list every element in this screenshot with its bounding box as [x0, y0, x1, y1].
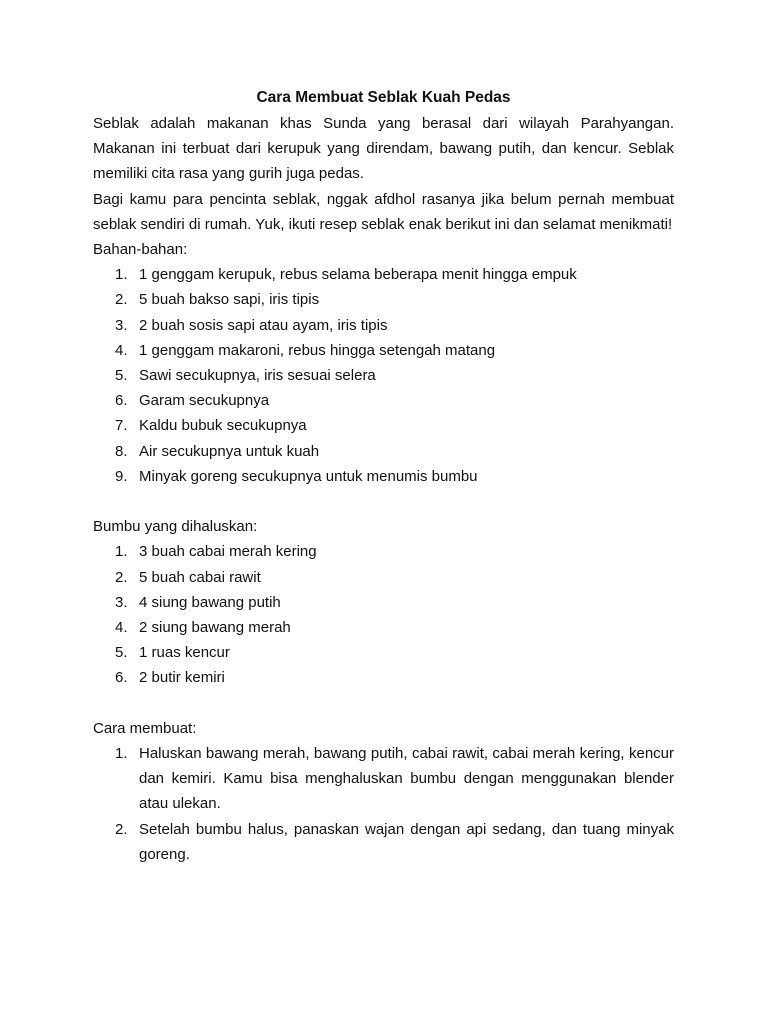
list-item-text: 1 genggam kerupuk, rebus selama beberapa menit hingga empuk	[139, 266, 577, 284]
intro-paragraph: Bagi kamu para pencinta seblak, nggak afdhol rasanya jika belum pernah membuat seblak sendiri di rumah. Yuk, ikuti resep seblak enak berikut ini dan selamat menikmati!	[93, 190, 674, 233]
list-item	[93, 287, 674, 312]
list-item	[93, 464, 674, 489]
list-number: 9.	[115, 467, 128, 485]
list-item-text: Garam secukupnya	[139, 392, 270, 410]
list-item-text: 1 genggam makaroni, rebus hingga setengah matang	[139, 341, 496, 359]
list-item-text: Haluskan bawang merah, bawang putih, cabai rawit, cabai merah kering, kencur dan kemiri. Kamu bisa menghaluskan bumbu dengan menggunakan blender atau ulekan.	[139, 745, 674, 813]
list-number: 8.	[115, 442, 128, 460]
list-item	[93, 439, 674, 464]
list-item-text: Sawi secukupnya, iris sesuai selera	[139, 367, 376, 385]
list-item-text: Kaldu bubuk secukupnya	[139, 417, 307, 435]
list-item-text: Setelah bumbu halus, panaskan wajan dengan api sedang, dan tuang minyak goreng.	[139, 820, 674, 863]
spices-heading: Bumbu yang dihaluskan:	[93, 518, 258, 536]
list-item-text: Minyak goreng secukupnya untuk menumis bumbu	[139, 467, 478, 485]
list-number: 2.	[115, 820, 128, 838]
list-item	[93, 590, 674, 615]
list-item	[93, 665, 674, 690]
list-item	[93, 413, 674, 438]
list-item	[93, 817, 674, 867]
list-item	[93, 741, 674, 817]
steps-list	[93, 741, 674, 867]
list-item	[93, 338, 674, 363]
list-item	[93, 388, 674, 413]
list-item	[93, 262, 674, 287]
list-item-text: 5 buah bakso sapi, iris tipis	[139, 291, 320, 309]
list-item-text: 3 buah cabai merah kering	[139, 543, 317, 561]
list-number: 4.	[115, 341, 128, 359]
list-number: 4.	[115, 619, 128, 637]
list-number: 2.	[115, 568, 128, 586]
list-item	[93, 363, 674, 388]
list-number: 7.	[115, 417, 128, 435]
list-number: 3.	[115, 593, 128, 611]
list-number: 2.	[115, 291, 128, 309]
list-item	[93, 640, 674, 665]
ingredients-list	[93, 262, 674, 489]
list-number: 6.	[115, 669, 128, 687]
list-item	[93, 313, 674, 338]
list-number: 3.	[115, 316, 128, 334]
list-item-text: 2 buah sosis sapi atau ayam, iris tipis	[139, 316, 388, 334]
list-item-text: 2 siung bawang merah	[139, 619, 291, 637]
list-item	[93, 565, 674, 590]
document-title: Cara Membuat Seblak Kuah Pedas	[256, 89, 511, 106]
steps-heading: Cara membuat:	[93, 719, 197, 737]
spacer	[93, 489, 674, 514]
document-page	[93, 86, 674, 867]
ingredients-heading: Bahan-bahan:	[93, 241, 188, 259]
list-number: 1.	[115, 543, 128, 561]
spices-list	[93, 539, 674, 690]
list-item	[93, 539, 674, 564]
list-item-text: 4 siung bawang putih	[139, 593, 281, 611]
list-number: 1.	[115, 745, 128, 763]
list-item-text: 5 buah cabai rawit	[139, 568, 261, 586]
intro-paragraph: Seblak adalah makanan khas Sunda yang berasal dari wilayah Parahyangan. Makanan ini terbuat dari kerupuk yang direndam, bawang putih, dan kencur. Seblak memiliki cita rasa yang gurih juga pedas.	[93, 115, 674, 183]
list-number: 5.	[115, 644, 128, 662]
list-item-text: 2 butir kemiri	[139, 669, 225, 687]
spacer	[93, 691, 674, 716]
list-number: 6.	[115, 392, 128, 410]
list-item	[93, 615, 674, 640]
list-item-text: Air secukupnya untuk kuah	[139, 442, 320, 460]
list-number: 5.	[115, 367, 128, 385]
list-number: 1.	[115, 266, 128, 284]
list-item-text: 1 ruas kencur	[139, 644, 230, 662]
